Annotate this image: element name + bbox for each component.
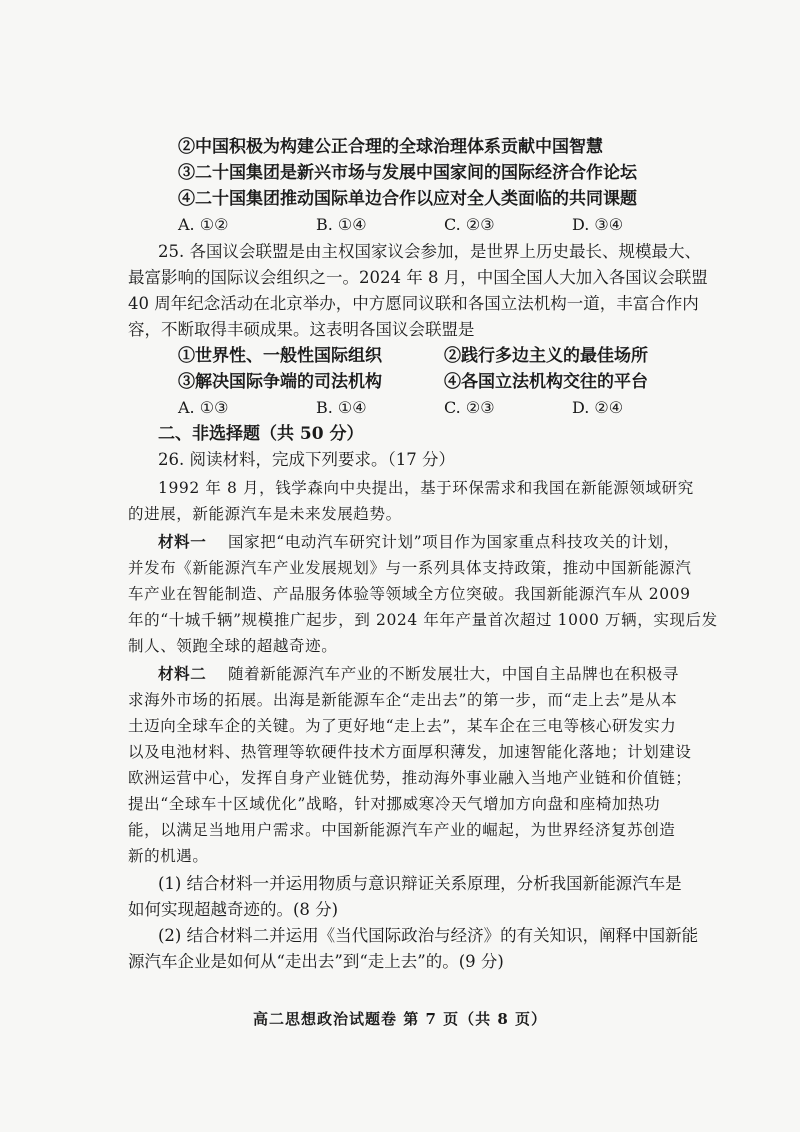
material-2-line-4: 以及电池材料、热管理等软硬件技术方面厚积薄发，加速智能化落地；计划建设 xyxy=(128,743,692,761)
material-2-line-8: 新的机遇。 xyxy=(128,847,209,865)
q25-option-b: B. ①④ xyxy=(316,398,367,417)
sub-question-2-line-2: 源汽车企业是如何从“走出去”到“走上去”的。(9 分) xyxy=(128,952,504,971)
material-1-line-4: 年的“十城千辆”规模推广起步，到 2024 年年产量首次超过 1000 万辆，实现后发 xyxy=(128,611,718,629)
q25-statement-2: ②践行多边主义的最佳场所 xyxy=(444,346,648,366)
q24-option-b: B. ①④ xyxy=(316,215,367,234)
material-2-line-7: 能，以满足当地用户需求。中国新能源汽车产业的崛起，为世界经济复苏创造 xyxy=(128,821,676,839)
q25-statement-4: ④各国立法机构交往的平台 xyxy=(444,372,648,392)
q25-option-c: C. ②③ xyxy=(444,398,495,417)
q25-stem-line-2: 最富影响的国际议会组织之一。2024 年 8 月，中国全国人大加入各国议会联盟 xyxy=(128,268,708,287)
q26-intro-line-2: 的进展，新能源汽车是未来发展趋势。 xyxy=(128,505,402,523)
material-2-line-3: 土迈向全球车企的关键。为了更好地“走上去”，某车企在三电等核心研发实力 xyxy=(128,717,677,735)
q26-heading: 26. 阅读材料，完成下列要求。（17 分） xyxy=(158,450,455,469)
q25-option-d: D. ②④ xyxy=(572,398,624,417)
material-2-label: 材料二 xyxy=(158,664,207,683)
q25-statement-3: ③解决国际争端的司法机构 xyxy=(178,372,382,392)
sub-question-1-line-2: 如何实现超越奇迹的。(8 分) xyxy=(128,900,339,919)
page-footer: 高二思想政治试题卷 第 7 页（共 8 页） xyxy=(253,1010,547,1028)
q24-statement-3: ③二十国集团是新兴市场与发展中国家间的国际经济合作论坛 xyxy=(178,163,637,183)
q24-statement-4: ④二十国集团推动国际单边合作以应对全人类面临的共同课题 xyxy=(178,189,637,209)
material-2-line-5: 欧洲运营中心，发挥自身产业链优势，推动海外事业融入当地产业链和价值链； xyxy=(128,769,692,787)
q26-intro-line-1: 1992 年 8 月，钱学森向中央提出，基于环保需求和我国在新能源领域研究 xyxy=(158,479,694,497)
sub-question-2-line-1: (2) 结合材料二并运用《当代国际政治与经济》的有关知识，阐释中国新能 xyxy=(158,926,699,945)
section-heading: 二、非选择题（共 50 分） xyxy=(158,424,364,444)
q24-statement-2: ②中国积极为构建公正合理的全球治理体系贡献中国智慧 xyxy=(178,137,603,157)
q25-stem-line-3: 40 周年纪念活动在北京举办，中方愿同议联和各国立法机构一道，丰富合作内 xyxy=(128,294,699,313)
material-2-line-2: 求海外市场的拓展。出海是新能源车企“走出去”的第一步，而“走上去”是从本 xyxy=(128,691,678,709)
q25-statement-1: ①世界性、一般性国际组织 xyxy=(178,346,382,366)
q25-stem-line-1: 25. 各国议会联盟是由主权国家议会参加，是世界上历史最长、规模最大、 xyxy=(158,242,701,261)
material-1-line-1: 国家把“电动汽车研究计划”项目作为国家重点科技攻关的计划， xyxy=(228,533,680,551)
q24-option-a: A. ①② xyxy=(178,215,229,234)
material-1-line-5: 制人、领跑全球的超越奇迹。 xyxy=(128,637,338,655)
material-1-line-3: 车产业在智能制造、产品服务体验等领域全方位突破。我国新能源汽车从 2009 xyxy=(128,585,691,603)
material-1-label: 材料一 xyxy=(158,532,207,551)
q25-option-a: A. ①③ xyxy=(178,398,229,417)
q24-option-d: D. ③④ xyxy=(572,215,624,234)
material-2-line-1: 随着新能源汽车产业的不断发展壮大，中国自主品牌也在积极寻 xyxy=(228,665,679,683)
q25-stem-line-4: 容，不断取得丰硕成果。这表明各国议会联盟是 xyxy=(128,320,475,339)
material-1-line-2: 并发布《新能源汽车产业发展规划》与一系列具体支持政策，推动中国新能源汽 xyxy=(128,559,692,577)
material-2-line-6: 提出“全球车十区域优化”战略，针对挪威寒冷天气增加方向盘和座椅加热功 xyxy=(128,795,661,813)
sub-question-1-line-1: (1) 结合材料一并运用物质与意识辩证关系原理，分析我国新能源汽车是 xyxy=(158,874,682,893)
q24-option-c: C. ②③ xyxy=(444,215,495,234)
